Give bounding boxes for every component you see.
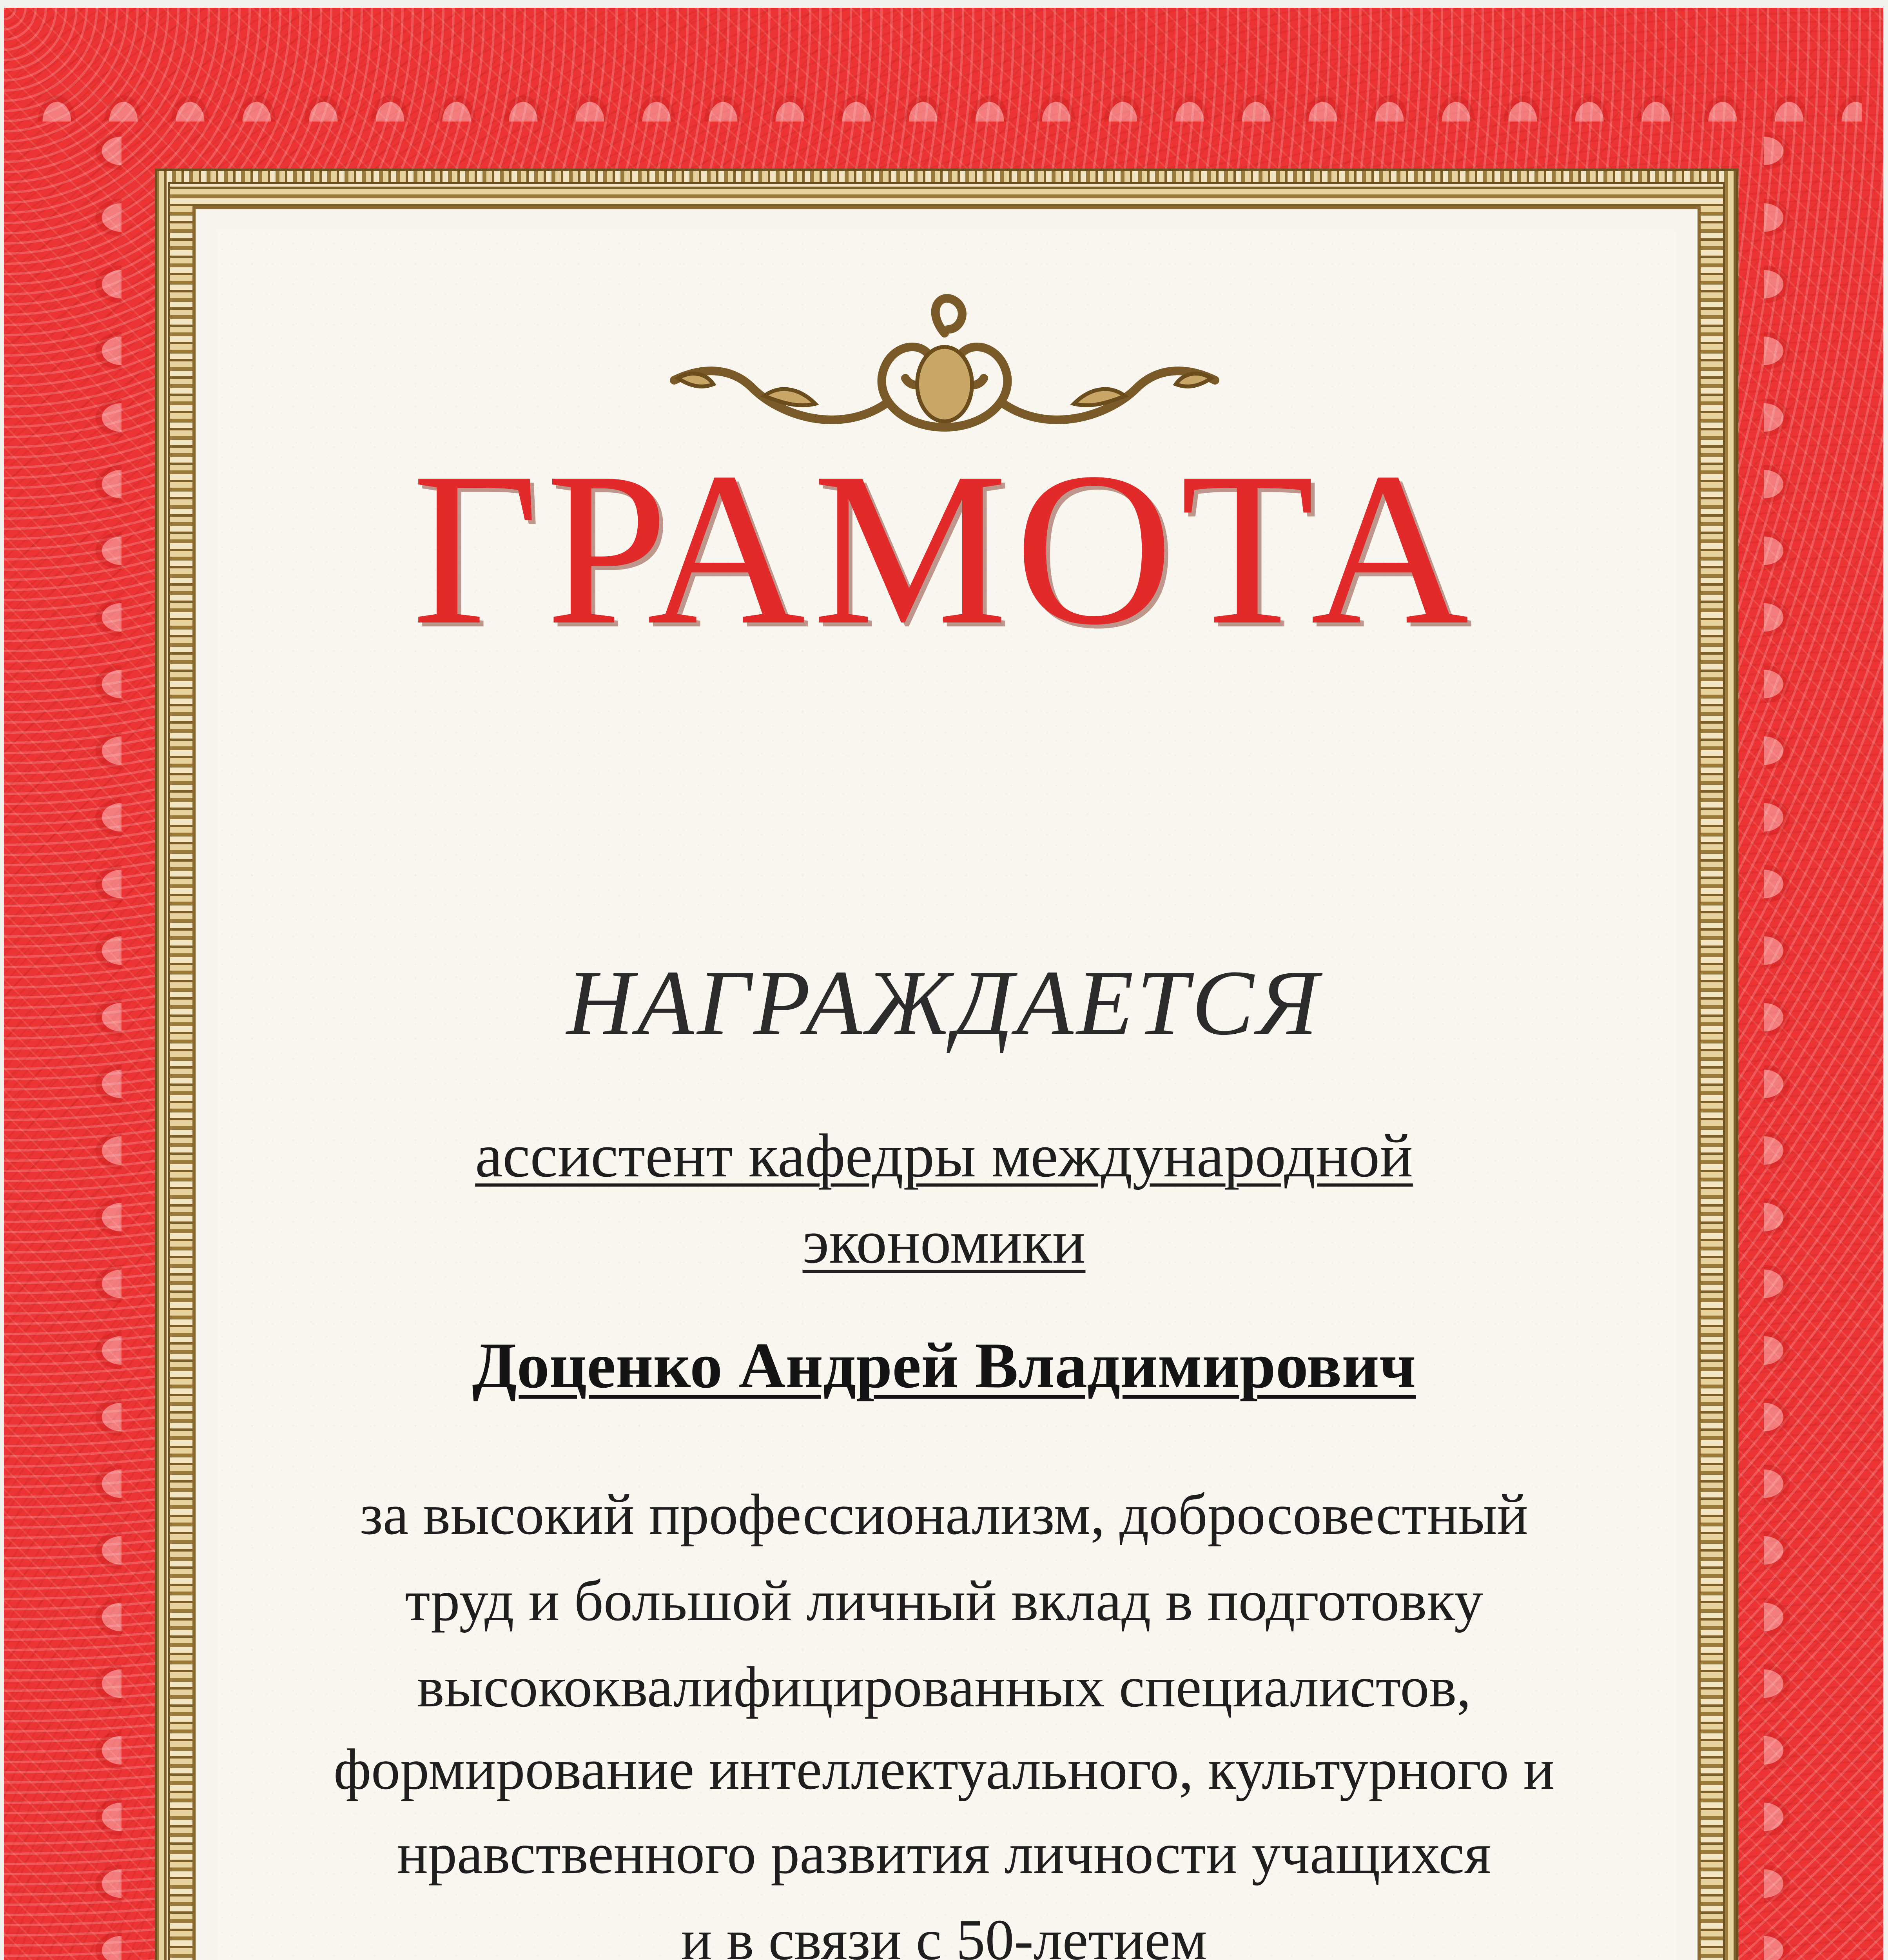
position-line: [0, 1208, 1888, 1276]
top-flourish-ornament: [651, 286, 1239, 451]
reason-line: труд и большой личный вклад в подготовку: [404, 1569, 1484, 1633]
awarded-heading: НАГРАЖДАЕТСЯ: [566, 951, 1322, 1054]
reason-line: формирование интеллектуального, культурного и: [334, 1737, 1554, 1802]
recipient-name: [0, 1329, 1888, 1401]
recipient-name-text: Доценко Андрей Владимирович: [472, 1329, 1416, 1401]
border-pattern-top: [24, 31, 1862, 122]
reason-line: и в связи с 50-летием: [681, 1908, 1207, 1960]
reason-line: высококвалифицированных специалистов,: [417, 1655, 1471, 1719]
position-text: ассистент кафедры международной: [475, 1122, 1413, 1190]
reason-line: нравственного развития личности учащихся: [397, 1822, 1491, 1886]
certificate-title: ГРАМОТА: [412, 427, 1476, 670]
position-line: [0, 1122, 1888, 1190]
position-text: экономики: [802, 1208, 1086, 1276]
reason-line: за высокий профессионализм, добросовестный: [360, 1483, 1528, 1547]
